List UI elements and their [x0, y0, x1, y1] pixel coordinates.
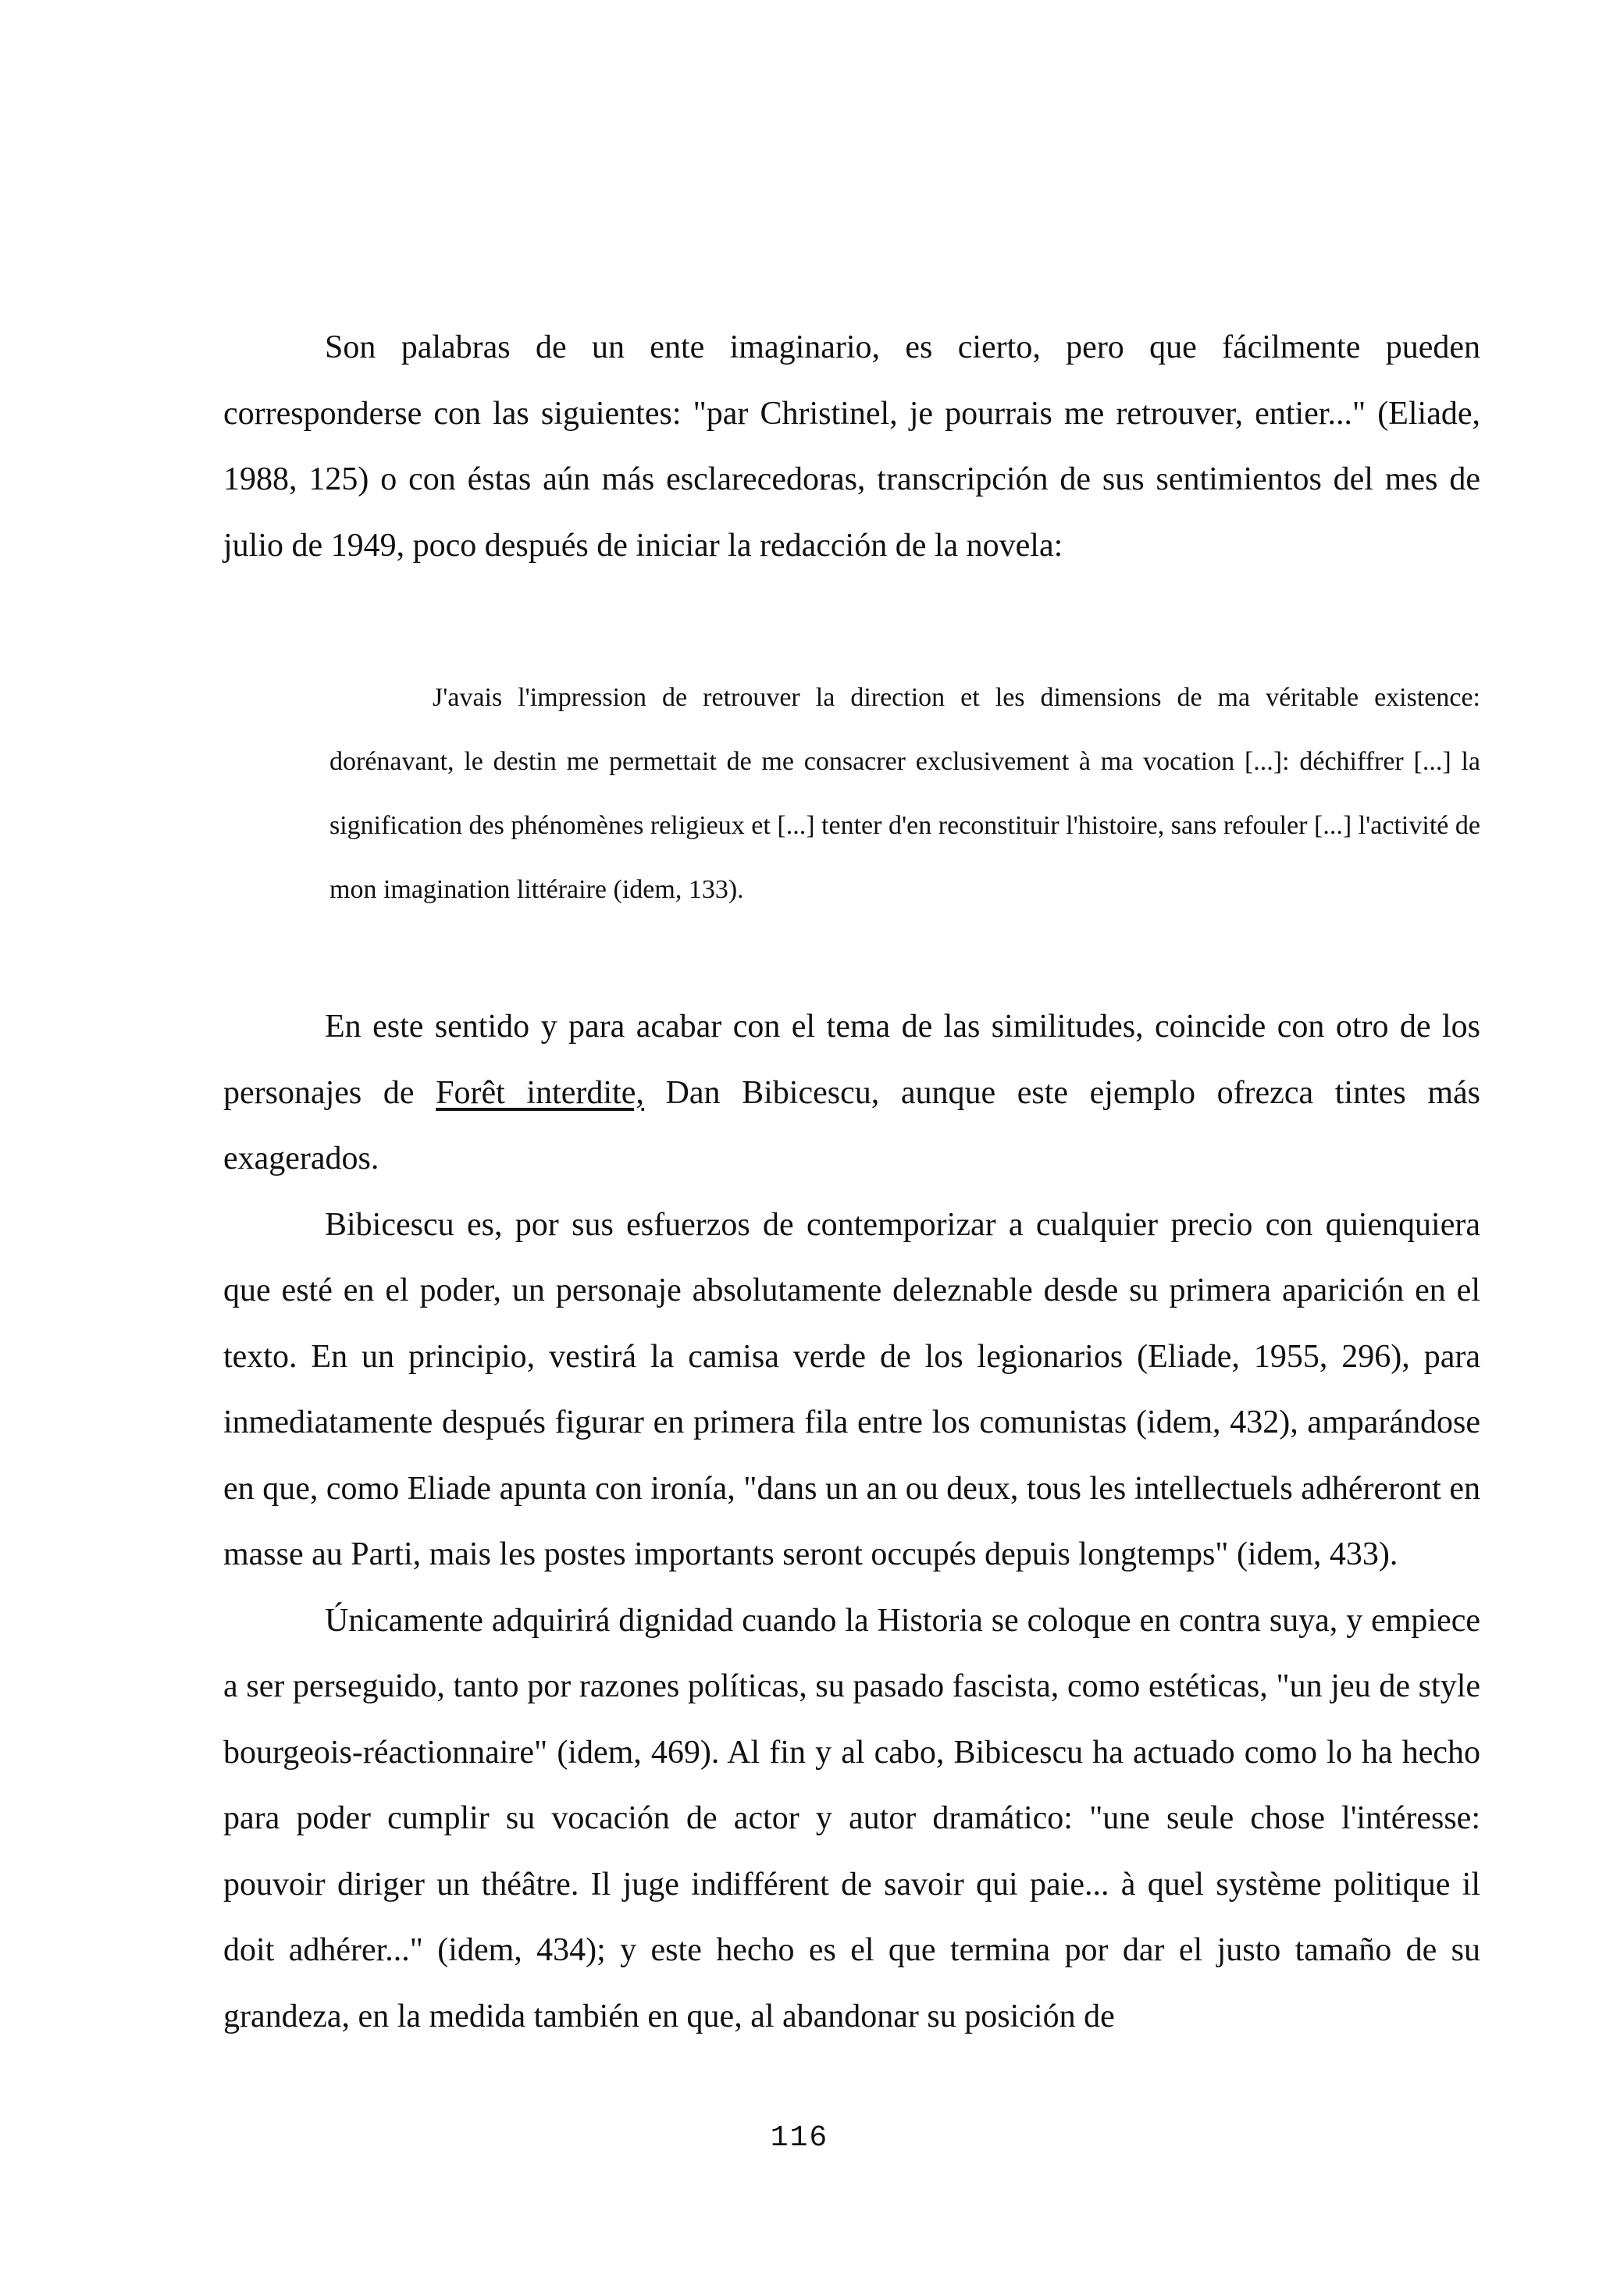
body-paragraphs	[223, 994, 1480, 2049]
block-quote	[329, 666, 1480, 922]
paragraph-text: En este sentido y para acabar con el tema de las similitudes, coincide con otro de los personajes de	[223, 1009, 1480, 1111]
body-paragraph-4: Únicamente adquirirá dignidad cuando la Historia se coloque en contra suya, y empiece a ser perseguido, tanto por razones políticas, su pasado fascista, como estéticas, "un jeu de style bourgeois-réactionnaire" (idem, 469). Al fin y al cabo, Bibicescu ha actuado como lo ha hecho para poder cumplir su vocación de actor y autor dramático: "une seule chose l'intéresse: pouvoir diriger un théâtre. Il juge indifférent de savoir qui paie... à quel système politique il doit adhérer..." (idem, 434); y este hecho es el que termina por dar el justo tamaño de su grandeza, en la medida también en que, al abandonar su posición de	[223, 1602, 1480, 2034]
page-number: 116	[770, 2121, 829, 2155]
body-paragraph-3: Bibicescu es, por sus esfuerzos de contemporizar a cualquier precio con quienquiera que esté en el poder, un personaje absolutamente deleznable desde su primera aparición en el texto. En un principio, vestirá la camisa verde de los legionarios (Eliade, 1955, 296), para inmediatamente después figurar en primera fila entre los comunistas (idem, 432), amparándose en que, como Eliade apunta con ironía, "dans un an ou deux, tous les intellectuels adhéreront en masse au Parti, mais les postes importants seront occupés depuis longtemps" (idem, 433).	[223, 1206, 1480, 1572]
quote-text: J'avais l'impression de retrouver la direction et les dimensions de ma véritable existence: dorénavant, le destin me permettait de me consacrer exclusivement à ma vocation [...]: déchiffrer [...] la signification des phénomènes religieux et [...] tenter d'en reconstituir l'histoire, sans refouler [...] l'activité de mon imagination littéraire (idem, 133).	[329, 683, 1480, 904]
body-paragraph-2	[223, 994, 1480, 1192]
body-paragraph-1	[223, 315, 1480, 578]
paragraph-text: Dan Bibicescu, aunque este ejemplo ofrezca tintes más exagerados.	[223, 1074, 1480, 1176]
book-title: Forêt interdite,	[436, 1074, 644, 1111]
paragraph-text: Son palabras de un ente imaginario, es cierto, pero que fácilmente pueden corresponderse con las siguientes: "par Christinel, je pourrais me retrouver, entier..." (Eliade, 1988, 125) o con éstas aún más esclarecedoras, transcripción de sus sentimientos del mes de julio de 1949, poco después de iniciar la redacción de la novela:	[223, 329, 1480, 564]
